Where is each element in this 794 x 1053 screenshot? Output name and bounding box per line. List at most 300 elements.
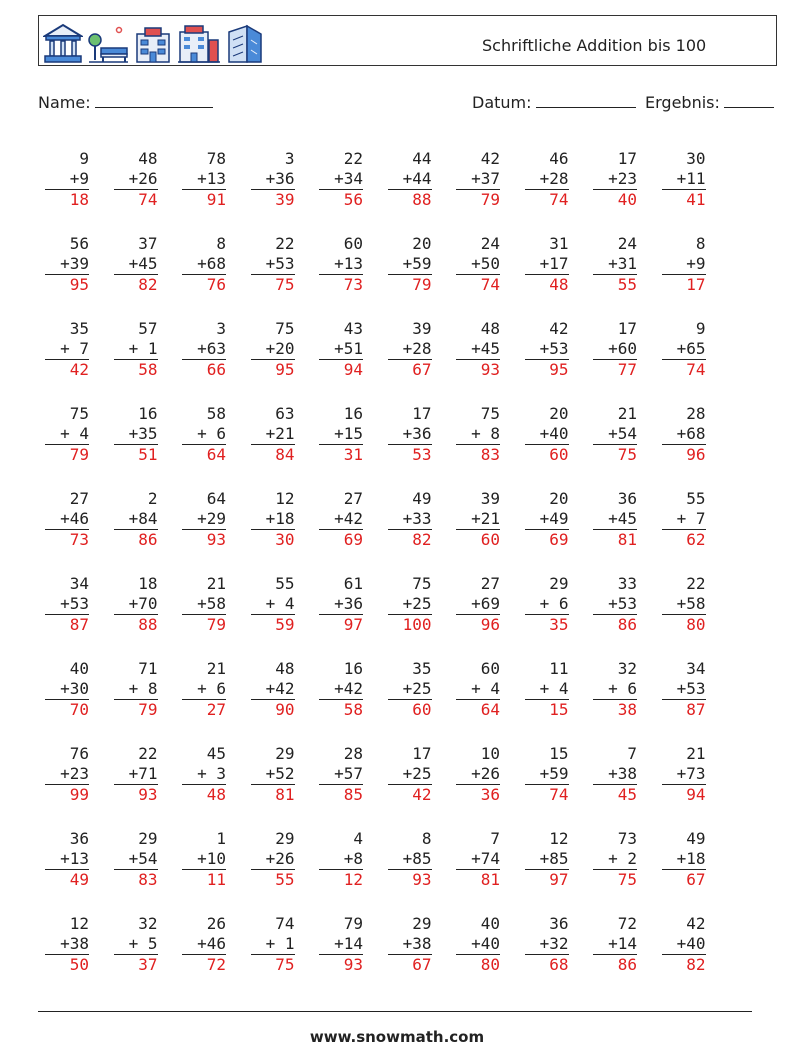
sum-answer: 56 bbox=[343, 190, 363, 209]
addend-top: 39 bbox=[412, 319, 432, 338]
addend-bottom: +25 bbox=[388, 764, 432, 785]
sum-answer: 60 bbox=[480, 530, 500, 549]
addend-bottom: + 6 bbox=[182, 679, 226, 700]
addend-top: 48 bbox=[480, 319, 500, 338]
sum-answer: 58 bbox=[138, 360, 158, 379]
addend-bottom: +44 bbox=[388, 169, 432, 190]
addend-top: 2 bbox=[147, 489, 158, 508]
addition-problem bbox=[45, 574, 89, 635]
sum-answer: 75 bbox=[617, 445, 637, 464]
addend-top: 26 bbox=[206, 914, 226, 933]
addition-problem bbox=[319, 914, 363, 975]
addition-problem bbox=[593, 914, 637, 975]
addend-bottom: +14 bbox=[319, 934, 363, 955]
addend-top: 31 bbox=[549, 234, 569, 253]
header-icons bbox=[43, 18, 265, 64]
sum-answer: 97 bbox=[549, 870, 569, 889]
addend-top: 29 bbox=[412, 914, 432, 933]
addend-top: 24 bbox=[617, 234, 637, 253]
addition-problem bbox=[456, 574, 500, 635]
sum-answer: 37 bbox=[138, 955, 158, 974]
addend-bottom: +30 bbox=[45, 679, 89, 700]
sum-answer: 96 bbox=[480, 615, 500, 634]
addend-bottom: +65 bbox=[662, 339, 706, 360]
date-line bbox=[536, 93, 636, 108]
addition-problem bbox=[593, 829, 637, 890]
addend-bottom: +14 bbox=[593, 934, 637, 955]
name-label: Name: bbox=[38, 93, 91, 112]
addend-bottom: + 3 bbox=[182, 764, 226, 785]
addend-top: 30 bbox=[686, 149, 706, 168]
addition-problem bbox=[388, 744, 432, 805]
addition-problem bbox=[662, 404, 706, 465]
name-field[interactable] bbox=[38, 93, 213, 112]
sum-answer: 83 bbox=[480, 445, 500, 464]
addend-top: 36 bbox=[549, 914, 569, 933]
addend-top: 16 bbox=[343, 659, 363, 678]
addend-top: 58 bbox=[206, 404, 226, 423]
addend-top: 55 bbox=[275, 574, 295, 593]
addend-bottom: +54 bbox=[593, 424, 637, 445]
sum-answer: 31 bbox=[343, 445, 363, 464]
sum-answer: 86 bbox=[617, 615, 637, 634]
addend-bottom: + 4 bbox=[456, 679, 500, 700]
addend-bottom: + 8 bbox=[114, 679, 158, 700]
addend-top: 34 bbox=[686, 659, 706, 678]
addend-bottom: +54 bbox=[114, 849, 158, 870]
sum-answer: 80 bbox=[686, 615, 706, 634]
date-field[interactable] bbox=[472, 93, 636, 112]
addend-top: 12 bbox=[549, 829, 569, 848]
sum-answer: 30 bbox=[275, 530, 295, 549]
addend-bottom: +9 bbox=[662, 254, 706, 275]
sum-answer: 93 bbox=[343, 955, 363, 974]
addend-bottom: +38 bbox=[45, 934, 89, 955]
sum-answer: 38 bbox=[617, 700, 637, 719]
addend-top: 72 bbox=[617, 914, 637, 933]
addend-bottom: +13 bbox=[182, 169, 226, 190]
sum-answer: 87 bbox=[69, 615, 89, 634]
addend-bottom: +20 bbox=[251, 339, 295, 360]
addend-bottom: + 5 bbox=[114, 934, 158, 955]
addition-problem bbox=[593, 149, 637, 210]
header-box bbox=[38, 15, 777, 66]
addition-problem bbox=[456, 319, 500, 380]
addition-problem bbox=[182, 659, 226, 720]
addend-bottom: + 6 bbox=[593, 679, 637, 700]
sum-answer: 100 bbox=[402, 615, 432, 634]
addend-top: 18 bbox=[138, 574, 158, 593]
addend-bottom: +40 bbox=[456, 934, 500, 955]
sum-answer: 77 bbox=[617, 360, 637, 379]
sum-answer: 42 bbox=[69, 360, 89, 379]
addend-top: 17 bbox=[412, 404, 432, 423]
addition-problem bbox=[45, 149, 89, 210]
addend-top: 21 bbox=[206, 574, 226, 593]
sum-answer: 74 bbox=[549, 785, 569, 804]
sum-answer: 39 bbox=[275, 190, 295, 209]
addition-problem bbox=[662, 914, 706, 975]
addend-top: 43 bbox=[343, 319, 363, 338]
addend-top: 35 bbox=[69, 319, 89, 338]
addition-problem bbox=[251, 404, 295, 465]
addend-bottom: +45 bbox=[593, 509, 637, 530]
sum-answer: 35 bbox=[549, 615, 569, 634]
addend-top: 34 bbox=[69, 574, 89, 593]
addend-top: 36 bbox=[617, 489, 637, 508]
sum-answer: 62 bbox=[686, 530, 706, 549]
sum-answer: 49 bbox=[69, 870, 89, 889]
addend-top: 63 bbox=[275, 404, 295, 423]
addend-bottom: +69 bbox=[456, 594, 500, 615]
addition-problem bbox=[525, 574, 569, 635]
addition-problem bbox=[525, 659, 569, 720]
addend-top: 21 bbox=[617, 404, 637, 423]
addition-problem bbox=[525, 489, 569, 550]
sum-answer: 86 bbox=[138, 530, 158, 549]
addition-problem bbox=[182, 149, 226, 210]
addend-bottom: +33 bbox=[388, 509, 432, 530]
addend-bottom: +34 bbox=[319, 169, 363, 190]
sum-answer: 79 bbox=[138, 700, 158, 719]
addend-bottom: +36 bbox=[388, 424, 432, 445]
addition-problem bbox=[319, 319, 363, 380]
addend-top: 55 bbox=[686, 489, 706, 508]
addition-problem bbox=[251, 744, 295, 805]
sum-answer: 68 bbox=[549, 955, 569, 974]
addend-bottom: + 4 bbox=[525, 679, 569, 700]
addend-top: 61 bbox=[343, 574, 363, 593]
addition-problem bbox=[662, 234, 706, 295]
addend-top: 15 bbox=[549, 744, 569, 763]
addend-bottom: +74 bbox=[456, 849, 500, 870]
score-field[interactable] bbox=[645, 93, 774, 112]
addend-top: 75 bbox=[412, 574, 432, 593]
addend-top: 32 bbox=[617, 659, 637, 678]
addition-problem bbox=[662, 489, 706, 550]
addend-top: 3 bbox=[284, 149, 295, 168]
footer-divider bbox=[38, 1011, 752, 1012]
addend-bottom: +17 bbox=[525, 254, 569, 275]
addition-problem bbox=[114, 489, 158, 550]
addend-top: 79 bbox=[343, 914, 363, 933]
addend-bottom: +31 bbox=[593, 254, 637, 275]
addend-bottom: +52 bbox=[251, 764, 295, 785]
sum-answer: 83 bbox=[138, 870, 158, 889]
addend-top: 17 bbox=[617, 149, 637, 168]
addition-problem bbox=[662, 574, 706, 635]
addend-bottom: +38 bbox=[593, 764, 637, 785]
sum-answer: 90 bbox=[275, 700, 295, 719]
addition-problem bbox=[388, 319, 432, 380]
sum-answer: 81 bbox=[480, 870, 500, 889]
addend-top: 32 bbox=[138, 914, 158, 933]
addend-bottom: +85 bbox=[525, 849, 569, 870]
sum-answer: 12 bbox=[343, 870, 363, 889]
addend-bottom: +60 bbox=[593, 339, 637, 360]
addition-problem bbox=[662, 659, 706, 720]
addend-bottom: +26 bbox=[114, 169, 158, 190]
score-line bbox=[724, 93, 774, 108]
addend-bottom: +42 bbox=[319, 679, 363, 700]
addend-bottom: +59 bbox=[388, 254, 432, 275]
addend-top: 42 bbox=[686, 914, 706, 933]
sum-answer: 45 bbox=[617, 785, 637, 804]
addend-top: 21 bbox=[206, 659, 226, 678]
sum-answer: 60 bbox=[412, 700, 432, 719]
sum-answer: 70 bbox=[69, 700, 89, 719]
addition-problem bbox=[319, 829, 363, 890]
sum-answer: 81 bbox=[275, 785, 295, 804]
addition-problem bbox=[525, 404, 569, 465]
addend-bottom: +53 bbox=[251, 254, 295, 275]
sum-answer: 95 bbox=[69, 275, 89, 294]
addend-bottom: + 6 bbox=[182, 424, 226, 445]
sum-answer: 79 bbox=[206, 615, 226, 634]
addend-top: 3 bbox=[216, 319, 226, 338]
addend-top: 12 bbox=[275, 489, 295, 508]
sum-answer: 79 bbox=[412, 275, 432, 294]
addend-top: 22 bbox=[275, 234, 295, 253]
addition-problem bbox=[114, 149, 158, 210]
addend-top: 22 bbox=[686, 574, 706, 593]
addition-problem bbox=[45, 659, 89, 720]
museum-icon bbox=[43, 22, 83, 64]
park-bench-icon bbox=[87, 22, 129, 64]
sum-answer: 75 bbox=[617, 870, 637, 889]
sum-answer: 64 bbox=[206, 445, 226, 464]
addition-problem bbox=[45, 404, 89, 465]
addition-problem bbox=[182, 574, 226, 635]
addition-problem bbox=[251, 659, 295, 720]
addend-bottom: +40 bbox=[662, 934, 706, 955]
addend-bottom: +39 bbox=[45, 254, 89, 275]
addend-top: 76 bbox=[69, 744, 89, 763]
addition-problem bbox=[251, 914, 295, 975]
addend-top: 71 bbox=[138, 659, 158, 678]
addend-bottom: +11 bbox=[662, 169, 706, 190]
sum-answer: 93 bbox=[206, 530, 226, 549]
sum-answer: 99 bbox=[69, 785, 89, 804]
sum-answer: 84 bbox=[275, 445, 295, 464]
addend-bottom: +53 bbox=[662, 679, 706, 700]
addend-bottom: +45 bbox=[114, 254, 158, 275]
sum-answer: 93 bbox=[138, 785, 158, 804]
addend-top: 73 bbox=[617, 829, 637, 848]
sum-answer: 51 bbox=[138, 445, 158, 464]
addend-top: 20 bbox=[549, 489, 569, 508]
addend-top: 8 bbox=[695, 234, 706, 253]
sum-answer: 50 bbox=[69, 955, 89, 974]
addend-top: 42 bbox=[480, 149, 500, 168]
addition-problem bbox=[456, 744, 500, 805]
addend-bottom: +63 bbox=[182, 339, 226, 360]
sum-answer: 79 bbox=[69, 445, 89, 464]
sum-answer: 18 bbox=[69, 190, 89, 209]
addend-top: 10 bbox=[480, 744, 500, 763]
addend-top: 49 bbox=[412, 489, 432, 508]
addend-bottom: +50 bbox=[456, 254, 500, 275]
addend-top: 16 bbox=[343, 404, 363, 423]
addend-bottom: +23 bbox=[593, 169, 637, 190]
addition-problem bbox=[662, 319, 706, 380]
addend-bottom: +32 bbox=[525, 934, 569, 955]
sum-answer: 74 bbox=[138, 190, 158, 209]
addend-top: 17 bbox=[412, 744, 432, 763]
addend-bottom: +45 bbox=[456, 339, 500, 360]
addend-top: 33 bbox=[617, 574, 637, 593]
addition-problem bbox=[525, 744, 569, 805]
sum-answer: 60 bbox=[549, 445, 569, 464]
addend-bottom: +57 bbox=[319, 764, 363, 785]
addition-problem bbox=[319, 489, 363, 550]
addition-problem bbox=[593, 489, 637, 550]
addend-top: 29 bbox=[275, 829, 295, 848]
addend-top: 46 bbox=[549, 149, 569, 168]
addition-problem bbox=[593, 744, 637, 805]
addition-problem bbox=[593, 404, 637, 465]
addition-problem bbox=[319, 404, 363, 465]
sum-answer: 72 bbox=[206, 955, 226, 974]
addend-bottom: +46 bbox=[45, 509, 89, 530]
sum-answer: 59 bbox=[275, 615, 295, 634]
glass-tower-icon bbox=[225, 22, 265, 64]
addend-bottom: + 7 bbox=[662, 509, 706, 530]
addend-bottom: +10 bbox=[182, 849, 226, 870]
addend-top: 27 bbox=[480, 574, 500, 593]
addition-problem bbox=[525, 234, 569, 295]
addition-problem bbox=[593, 659, 637, 720]
sum-answer: 69 bbox=[343, 530, 363, 549]
addend-top: 8 bbox=[216, 234, 226, 253]
addend-top: 9 bbox=[79, 149, 89, 168]
addition-problem bbox=[319, 234, 363, 295]
addition-problem bbox=[456, 914, 500, 975]
addition-problem bbox=[593, 319, 637, 380]
addition-problem bbox=[45, 234, 89, 295]
addend-bottom: +25 bbox=[388, 594, 432, 615]
addend-top: 20 bbox=[412, 234, 432, 253]
addition-problem bbox=[388, 914, 432, 975]
addend-top: 29 bbox=[275, 744, 295, 763]
addend-top: 17 bbox=[617, 319, 637, 338]
addition-problem bbox=[319, 744, 363, 805]
addend-bottom: +13 bbox=[319, 254, 363, 275]
addend-bottom: +21 bbox=[456, 509, 500, 530]
addend-bottom: +13 bbox=[45, 849, 89, 870]
addend-top: 37 bbox=[138, 234, 158, 253]
sum-answer: 88 bbox=[412, 190, 432, 209]
sum-answer: 73 bbox=[69, 530, 89, 549]
addend-bottom: + 1 bbox=[114, 339, 158, 360]
sum-answer: 66 bbox=[206, 360, 226, 379]
sum-answer: 93 bbox=[480, 360, 500, 379]
addend-top: 40 bbox=[480, 914, 500, 933]
addition-problem bbox=[525, 149, 569, 210]
addend-top: 29 bbox=[549, 574, 569, 593]
sum-answer: 80 bbox=[480, 955, 500, 974]
addend-bottom: +84 bbox=[114, 509, 158, 530]
addition-problem bbox=[525, 829, 569, 890]
addend-bottom: +58 bbox=[182, 594, 226, 615]
addend-top: 36 bbox=[69, 829, 89, 848]
sum-answer: 36 bbox=[480, 785, 500, 804]
addend-top: 57 bbox=[138, 319, 158, 338]
sum-answer: 95 bbox=[549, 360, 569, 379]
sum-answer: 55 bbox=[617, 275, 637, 294]
addition-problem bbox=[456, 404, 500, 465]
addend-bottom: + 4 bbox=[45, 424, 89, 445]
addition-problem bbox=[662, 829, 706, 890]
addition-problem bbox=[251, 319, 295, 380]
worksheet-title: Schriftliche Addition bis 100 bbox=[482, 36, 707, 55]
addition-problem bbox=[114, 234, 158, 295]
addition-problem bbox=[182, 404, 226, 465]
addend-top: 64 bbox=[206, 489, 226, 508]
sum-answer: 27 bbox=[206, 700, 226, 719]
sum-answer: 97 bbox=[343, 615, 363, 634]
addition-problem bbox=[456, 829, 500, 890]
addend-bottom: +68 bbox=[182, 254, 226, 275]
addend-bottom: +49 bbox=[525, 509, 569, 530]
addition-problem bbox=[182, 829, 226, 890]
sum-answer: 15 bbox=[549, 700, 569, 719]
addition-problem bbox=[45, 744, 89, 805]
addend-bottom: + 1 bbox=[251, 934, 295, 955]
addend-bottom: +46 bbox=[182, 934, 226, 955]
addend-top: 48 bbox=[275, 659, 295, 678]
addend-bottom: +53 bbox=[593, 594, 637, 615]
date-label: Datum: bbox=[472, 93, 532, 112]
addition-problem bbox=[182, 489, 226, 550]
addition-problem bbox=[388, 404, 432, 465]
addend-top: 42 bbox=[549, 319, 569, 338]
addend-bottom: +9 bbox=[45, 169, 89, 190]
addend-bottom: +26 bbox=[456, 764, 500, 785]
sum-answer: 85 bbox=[343, 785, 363, 804]
addend-bottom: +25 bbox=[388, 679, 432, 700]
addition-problem bbox=[251, 574, 295, 635]
addition-problem bbox=[45, 489, 89, 550]
addend-top: 27 bbox=[69, 489, 89, 508]
sum-answer: 53 bbox=[412, 445, 432, 464]
addend-top: 28 bbox=[343, 744, 363, 763]
addend-bottom: +73 bbox=[662, 764, 706, 785]
addition-problem bbox=[456, 234, 500, 295]
addition-problem bbox=[525, 914, 569, 975]
addend-bottom: +58 bbox=[662, 594, 706, 615]
addition-problem bbox=[251, 489, 295, 550]
sum-answer: 82 bbox=[138, 275, 158, 294]
addend-top: 29 bbox=[138, 829, 158, 848]
addend-top: 7 bbox=[490, 829, 500, 848]
addend-top: 39 bbox=[480, 489, 500, 508]
sum-answer: 55 bbox=[275, 870, 295, 889]
addition-problem bbox=[319, 659, 363, 720]
sum-answer: 87 bbox=[686, 700, 706, 719]
addend-bottom: + 4 bbox=[251, 594, 295, 615]
addend-bottom: +59 bbox=[525, 764, 569, 785]
sum-answer: 76 bbox=[206, 275, 226, 294]
addition-problem bbox=[114, 574, 158, 635]
addend-bottom: +70 bbox=[114, 594, 158, 615]
sum-answer: 74 bbox=[549, 190, 569, 209]
addend-top: 4 bbox=[353, 829, 363, 848]
addend-top: 27 bbox=[343, 489, 363, 508]
score-label: Ergebnis: bbox=[645, 93, 720, 112]
sum-answer: 82 bbox=[412, 530, 432, 549]
addition-problem bbox=[182, 914, 226, 975]
